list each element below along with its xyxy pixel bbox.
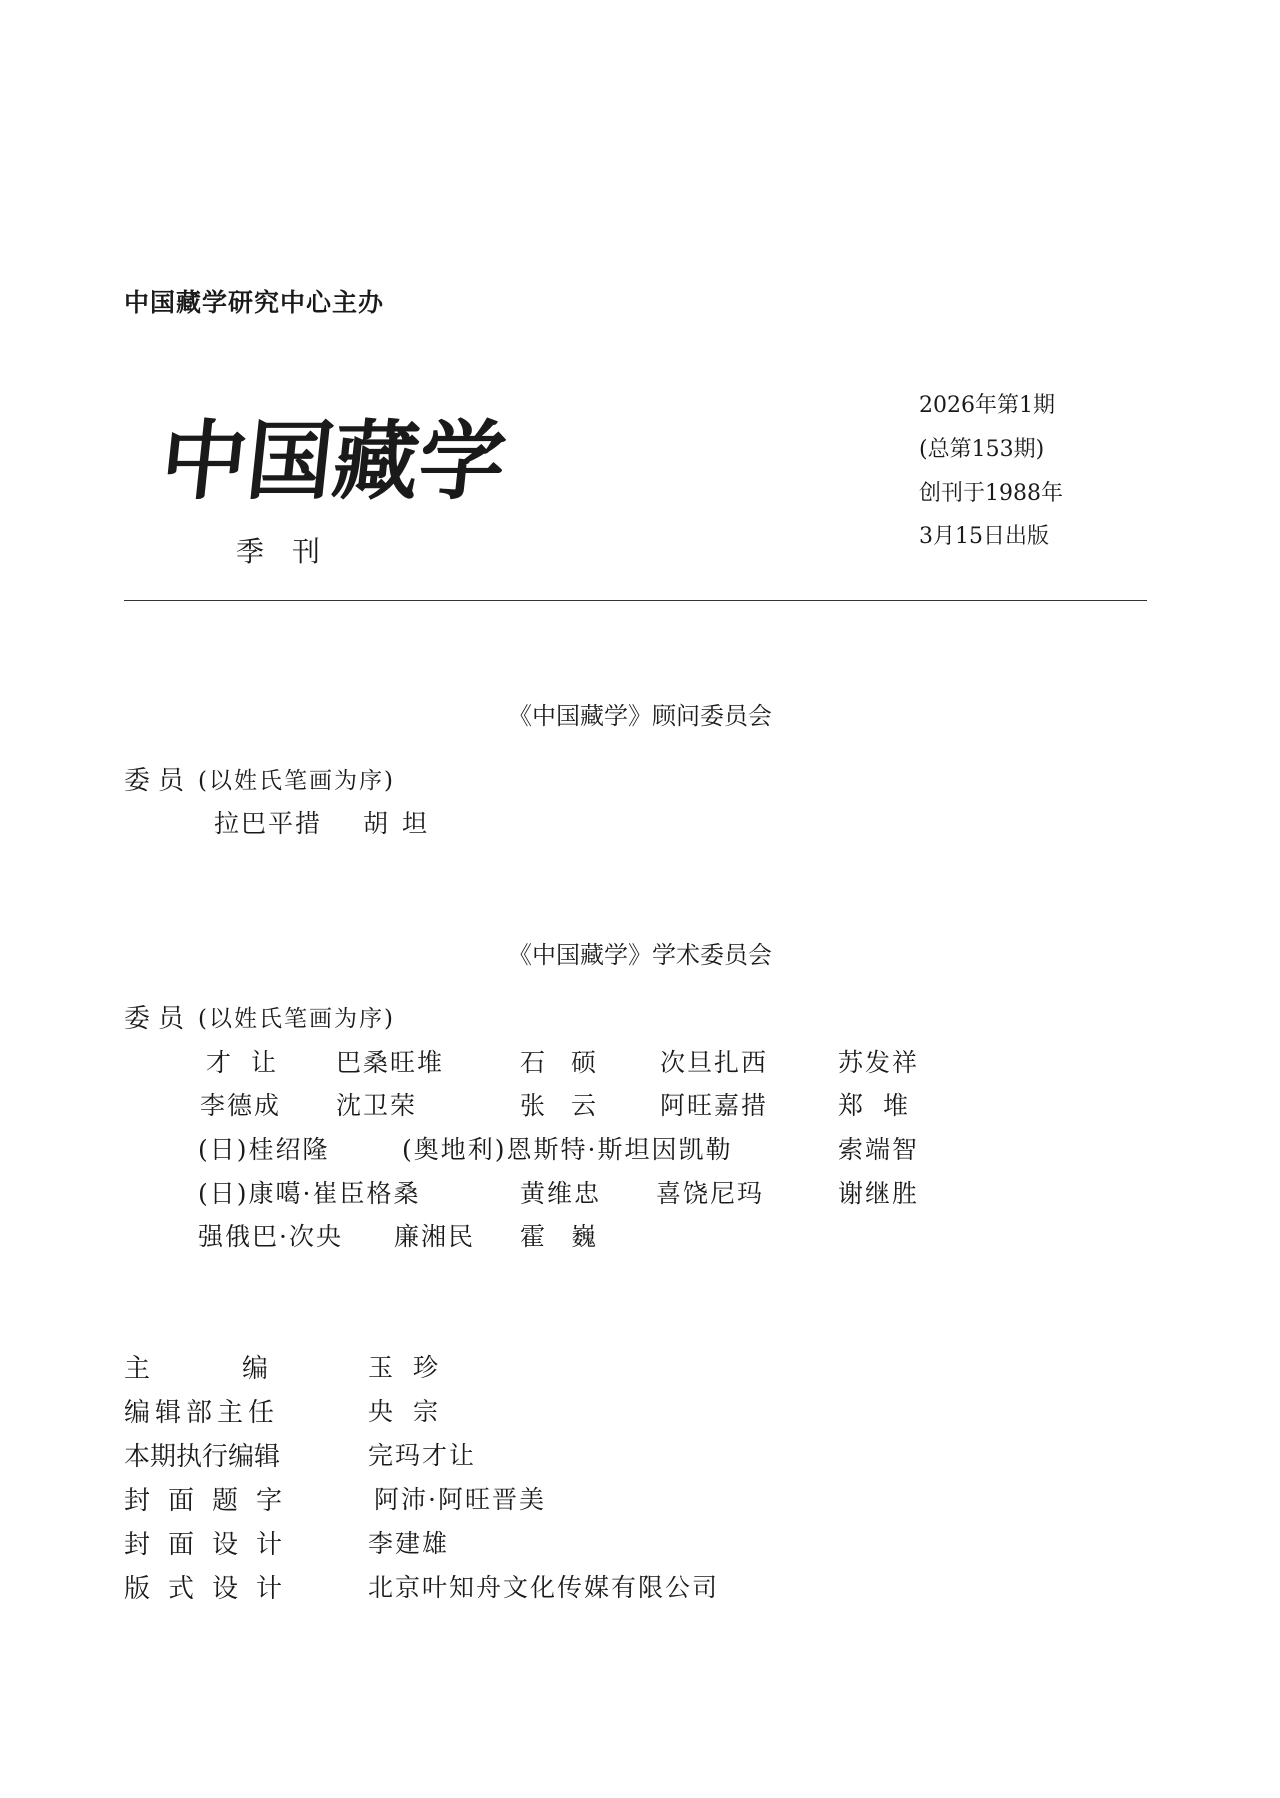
staff-name: 李建雄 — [368, 1529, 450, 1558]
founded-year: 创刊于1988年 — [919, 481, 1063, 506]
publish-date: 3月15日出版 — [919, 524, 1049, 549]
advisory-heading: 《中国藏学》顾问委员会 — [508, 702, 772, 730]
academic-member: 沈卫荣 — [336, 1091, 418, 1120]
header-divider — [124, 600, 1147, 601]
academic-member: 李德成 — [200, 1091, 282, 1120]
staff-role: 封面题字 — [124, 1486, 301, 1516]
staff-role: 编辑部主任 — [124, 1398, 280, 1428]
academic-member: 黄维忠 — [520, 1179, 602, 1208]
staff-role: 本期执行编辑 — [124, 1442, 281, 1472]
staff-role: 版式设计 — [124, 1574, 301, 1604]
academic-member: (日)桂绍隆 — [198, 1135, 330, 1164]
academic-member: 巴桑旺堆 — [336, 1048, 445, 1077]
academic-member: 阿旺嘉措 — [660, 1091, 769, 1120]
advisory-order-note: (以姓氏笔画为序) — [198, 768, 395, 794]
academic-member: 郑堆 — [838, 1091, 929, 1120]
staff-name: 完玛才让 — [368, 1441, 477, 1470]
advisory-label: 委员 — [124, 766, 193, 796]
issue-number: 2026年第1期 — [919, 393, 1055, 418]
academic-member: 才让 — [206, 1048, 297, 1077]
staff-name: 央宗 — [368, 1397, 459, 1426]
advisory-member: 胡坦 — [363, 809, 442, 838]
academic-member: 廉湘民 — [394, 1222, 476, 1251]
academic-member: 喜饶尼玛 — [656, 1179, 765, 1208]
staff-name: 北京叶知舟文化传媒有限公司 — [368, 1573, 720, 1602]
journal-subtitle: 季刊 — [236, 535, 349, 568]
academic-label: 委员 — [124, 1004, 193, 1034]
academic-member: 索端智 — [838, 1135, 920, 1164]
staff-role: 主编 — [124, 1354, 361, 1384]
academic-order-note: (以姓氏笔画为序) — [198, 1006, 395, 1032]
academic-member: (日)康噶·崔臣格桑 — [198, 1179, 421, 1208]
academic-member: 强俄巴·次央 — [198, 1222, 343, 1251]
staff-name: 阿沛·阿旺晋美 — [374, 1485, 546, 1514]
staff-name: 玉珍 — [368, 1353, 459, 1382]
academic-member: 苏发祥 — [838, 1048, 920, 1077]
academic-member: 石硕 — [520, 1048, 623, 1077]
staff-role: 封面设计 — [124, 1530, 301, 1560]
sponsor-line: 中国藏学研究中心主办 — [124, 288, 385, 317]
academic-member: 霍巍 — [520, 1222, 623, 1251]
academic-member: 张云 — [520, 1091, 623, 1120]
academic-member: 次旦扎西 — [660, 1048, 769, 1077]
advisory-member: 拉巴平措 — [214, 809, 323, 838]
issue-total: (总第153期) — [919, 437, 1045, 462]
academic-member: (奥地利)恩斯特·斯坦因凯勒 — [402, 1135, 733, 1164]
journal-logo: 中国藏学 — [155, 411, 511, 512]
academic-member: 谢继胜 — [838, 1179, 920, 1208]
academic-heading: 《中国藏学》学术委员会 — [508, 941, 772, 969]
